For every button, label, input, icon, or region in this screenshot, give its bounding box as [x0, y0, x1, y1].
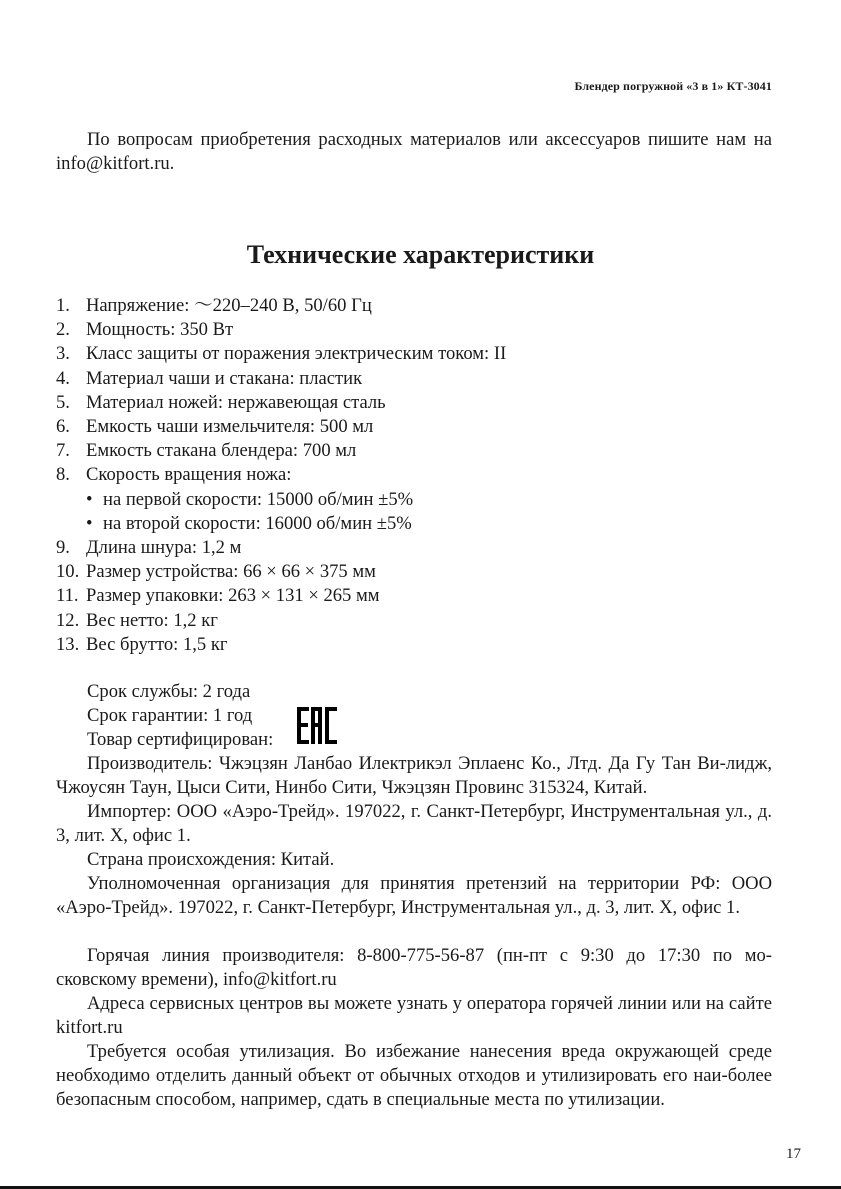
spec-item: 12. Вес нетто: 1,2 кг	[56, 609, 218, 631]
disposal-paragraph: Требуется особая утилизация. Во избежание нанесения вреда окружающей среде необходимо отделить данный объект от обычных отходов и утилизировать его наи-более безопасным способом, например, сдать в специальные места по утилизации.	[56, 1041, 772, 1111]
origin-paragraph: Страна происхождения: Китай.	[87, 849, 335, 870]
spec-item: 10. Размер устройства: 66 × 66 × 375 мм	[56, 561, 376, 583]
hotline-paragraph: Горячая линия производителя: 8-800-775-56-87 (пн-пт с 9:30 до 17:30 по мо-сковскому времени), info@kitfort.ru	[56, 945, 772, 991]
spec-list	[56, 294, 772, 657]
certified-label: Товар сертифицирован:	[87, 729, 274, 750]
spec-item: 6. Емкость чаши измельчителя: 500 мл	[56, 416, 374, 438]
bullet-icon: •	[86, 512, 93, 534]
intro-paragraph	[56, 128, 772, 176]
spec-item: 5. Материал ножей: нержавеющая сталь	[56, 391, 386, 413]
spec-subitem: • на первой скорости: 15000 об/мин ±5%	[56, 488, 772, 512]
authorized-org-paragraph: Уполномоченная организация для принятия претензий на территории РФ: ООО «Аэро-Трейд». 197022, г. Санкт-Петербург, Инструментальная ул., д. 3, лит. Х, офис 1.	[56, 873, 772, 919]
eac-mark-icon	[297, 707, 337, 744]
bullet-icon: •	[86, 488, 93, 510]
warranty: Срок гарантии: 1 год	[87, 705, 253, 726]
section-title: Технические характеристики	[246, 240, 595, 269]
manufacturer-paragraph: Производитель: Чжэцзян Ланбао Илектрикэл Эплаенс Ко., Лтд. Да Гу Тан Ви-лидж, Чжоусян Таун, Цыси Сити, Нинбо Сити, Чжэцзян Провинс 315324, Китай.	[56, 753, 772, 799]
spec-item: 7. Емкость стакана блендера: 700 мл	[56, 440, 357, 462]
spec-item: 1. Напряжение: ～220–240 В, 50/60 Гц	[56, 295, 372, 316]
spec-item: 13. Вес брутто: 1,5 кг	[56, 633, 228, 655]
service-centers-paragraph: Адреса сервисных центров вы можете узнать у оператора горячей линии или на сайте kitfort.ru	[56, 993, 772, 1039]
spec-item: 8. Скорость вращения ножа:	[56, 464, 292, 486]
spec-item: 4. Материал чаши и стакана: пластик	[56, 367, 363, 389]
intro-text: По вопросам приобретения расходных материалов или аксессуаров пишите нам на info@kitfort.ru.	[56, 129, 772, 175]
running-header: Блендер погружной «3 в 1» КТ-3041	[574, 79, 772, 93]
service-life: Срок службы: 2 года	[87, 681, 251, 702]
spec-item: 9. Длина шнура: 1,2 м	[56, 537, 242, 559]
spec-item: 11. Размер упаковки: 263 × 131 × 265 мм	[56, 585, 380, 607]
spec-item: 2. Мощность: 350 Вт	[56, 319, 234, 341]
spec-item: 3. Класс защиты от поражения электрическим током: II	[56, 343, 507, 365]
page-number: 17	[786, 1146, 801, 1162]
importer-paragraph: Импортер: ООО «Аэро-Трейд». 197022, г. Санкт-Петербург, Инструментальная ул., д. 3, лит. Х, офис 1.	[56, 801, 772, 847]
spec-subitem: • на второй скорости: 16000 об/мин ±5%	[56, 512, 772, 536]
